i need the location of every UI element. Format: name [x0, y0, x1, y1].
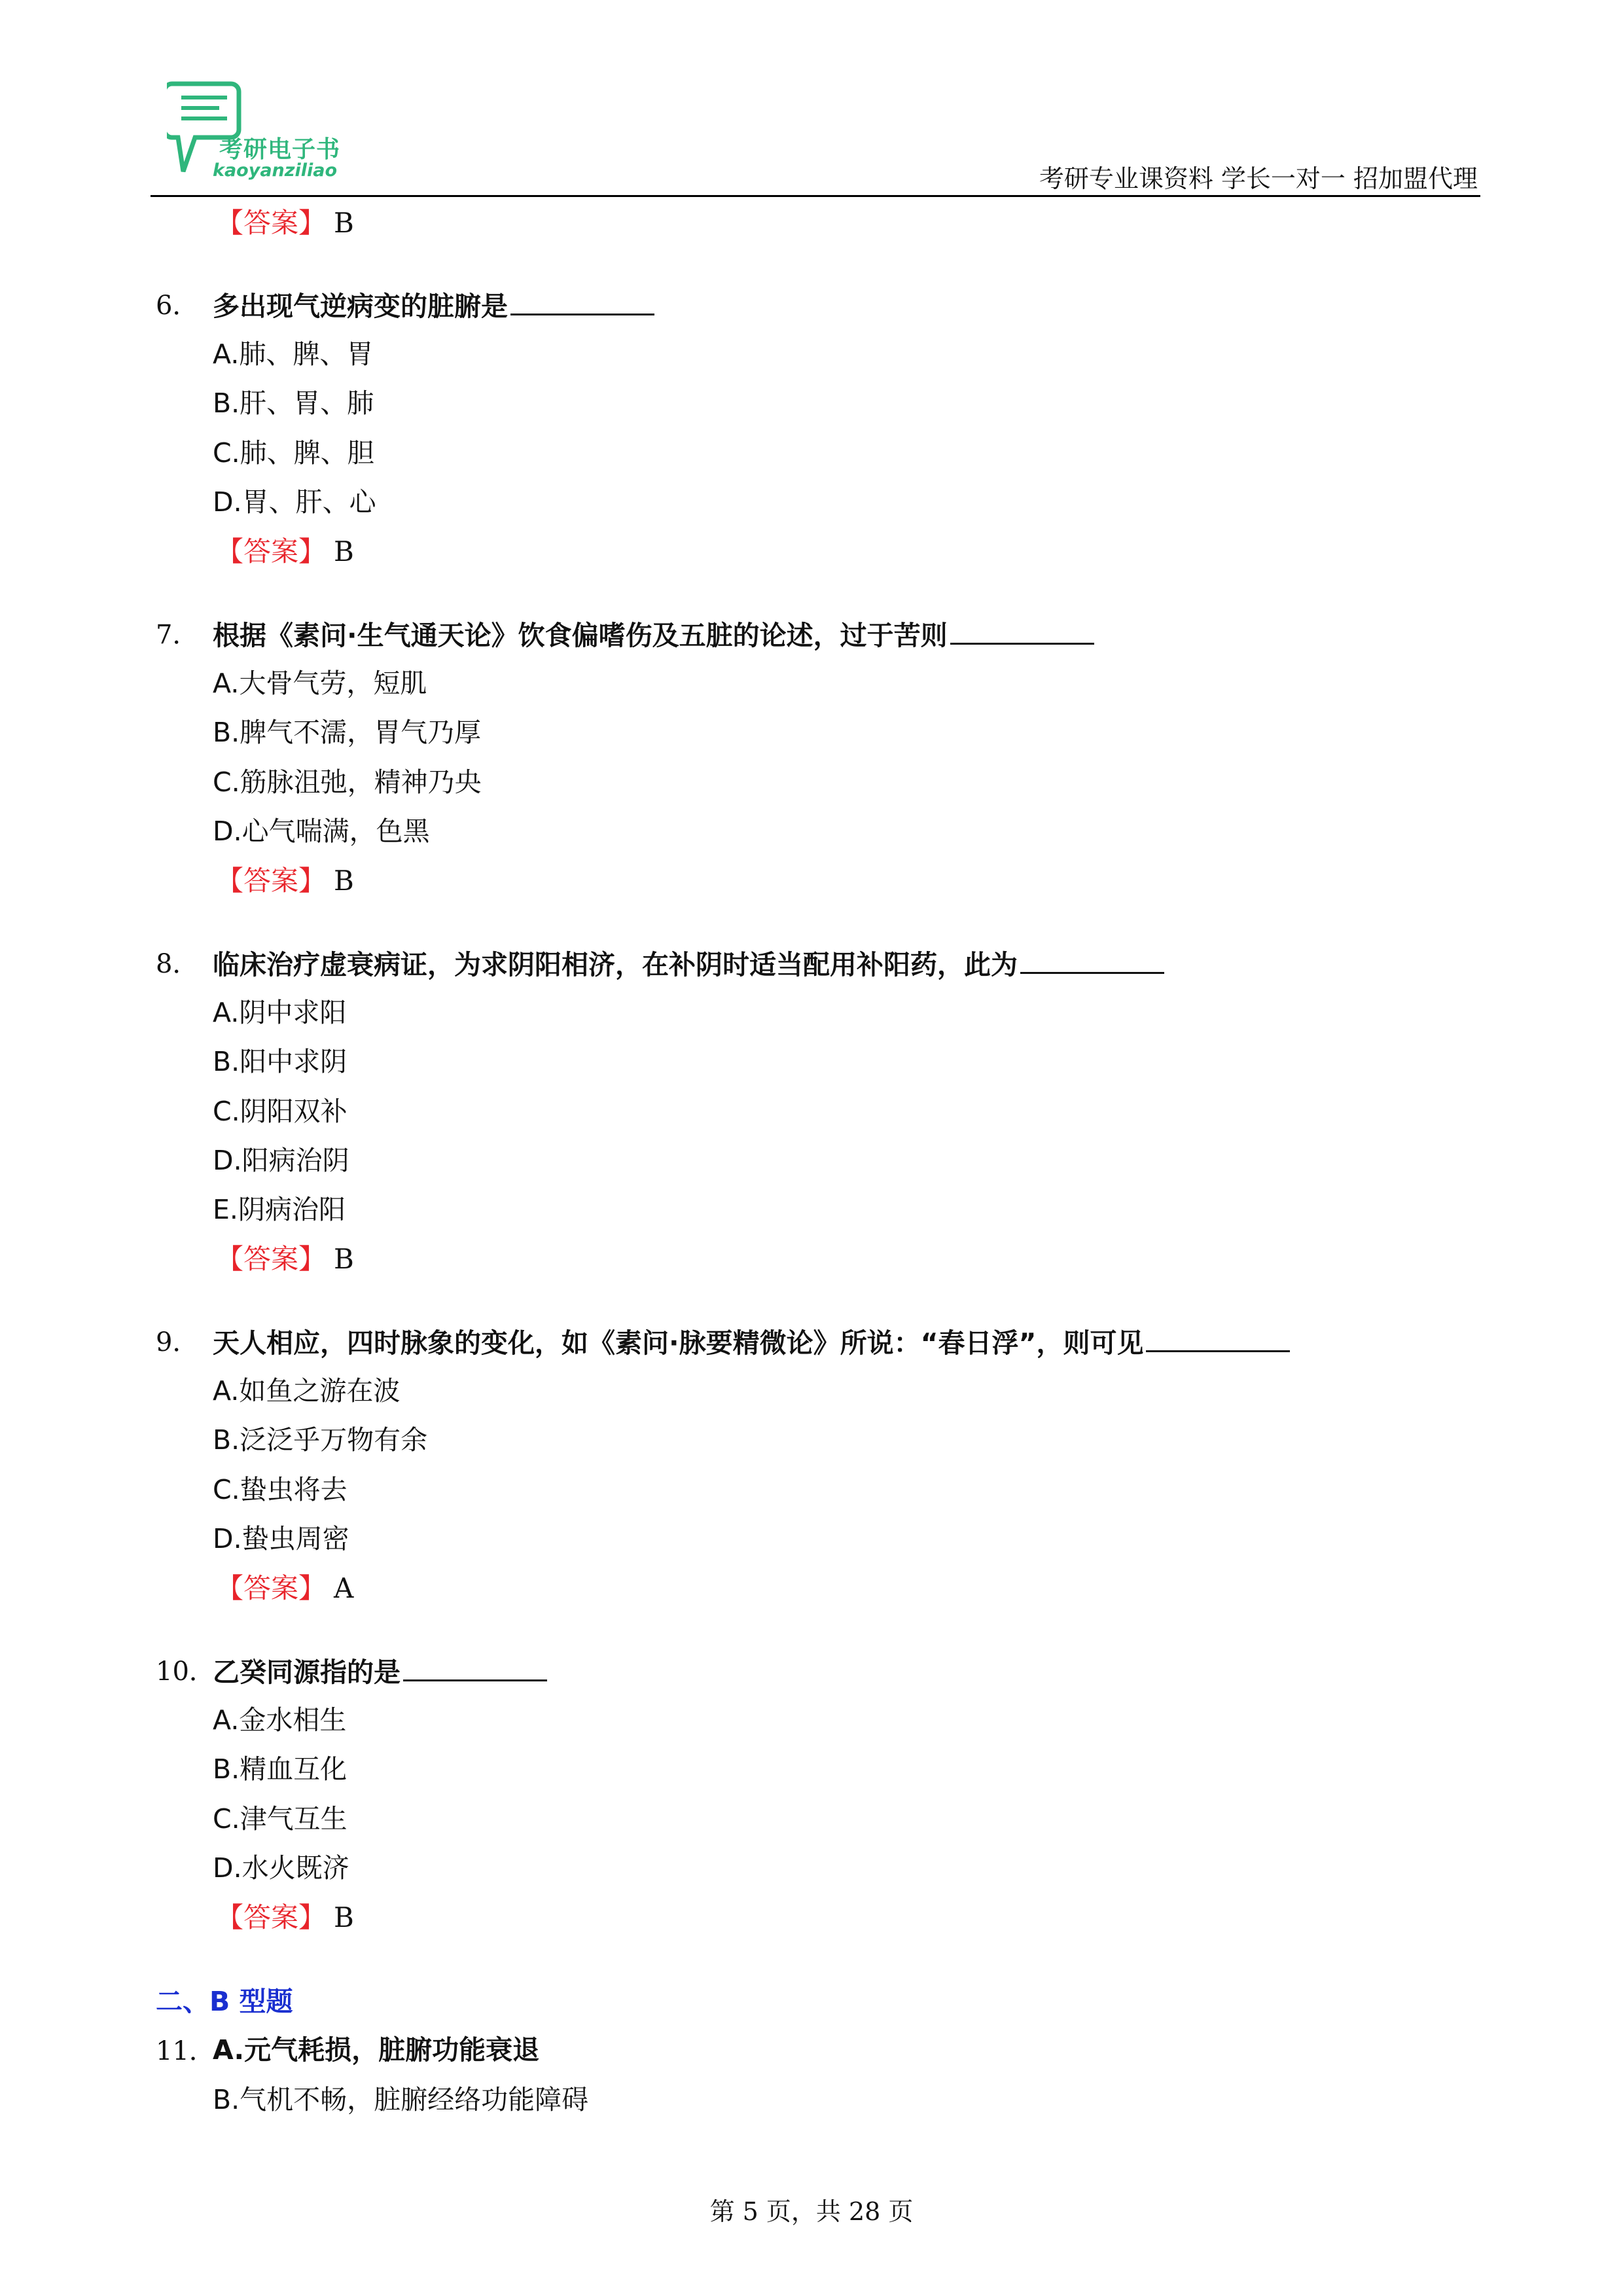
answer-value: B: [334, 1243, 354, 1275]
question-text: [213, 1657, 547, 1686]
answer-value: B: [334, 207, 354, 239]
option: D.胃、肝、心: [213, 486, 376, 518]
option: A.阴中求阳: [213, 997, 347, 1028]
option: C.蛰虫将去: [213, 1474, 348, 1505]
option: E.阴病治阳: [213, 1194, 346, 1225]
answer-label: 【答案】: [216, 1243, 327, 1275]
answer-value: B: [334, 865, 354, 897]
option: A.金水相生: [213, 1704, 347, 1736]
question-text: [213, 1328, 1290, 1357]
answer-label: 【答案】: [216, 207, 327, 239]
option: A.如鱼之游在波: [213, 1375, 401, 1407]
question-text: [213, 620, 1094, 649]
question-number: 9．: [156, 1327, 199, 1357]
question-number: 6．: [156, 291, 199, 321]
answer-value: A: [334, 1572, 354, 1604]
answer-line: [216, 867, 354, 895]
question-stem: 根据《素问·生气通天论》饮食偏嗜伤及五脏的论述，过于苦则: [213, 620, 948, 651]
question-number: 7．: [156, 620, 199, 650]
page-footer: 第 5 页，共 28 页: [709, 2197, 914, 2226]
header-divider: [151, 195, 1480, 197]
answer-line: [216, 209, 354, 237]
option: B.精血互化: [213, 1753, 348, 1785]
logo-text: 考研电子书: [219, 136, 341, 163]
option: D.心气喘满，色黑: [213, 816, 430, 847]
answer-label: 【答案】: [216, 1572, 327, 1604]
answer-line: [216, 1243, 354, 1275]
answer-blank: [1146, 1328, 1290, 1352]
answer-blank: [950, 620, 1094, 645]
question-number: 8．: [156, 949, 199, 979]
question-stem: 多出现气逆病变的脏腑是: [213, 291, 508, 322]
answer-blank: [1020, 950, 1164, 974]
option: C.筋脉沮弛，精神乃央: [213, 766, 482, 798]
question-text: A.元气耗损，脏腑功能衰退: [213, 2034, 540, 2066]
question-stem: 乙癸同源指的是: [213, 1657, 401, 1688]
option: A.大骨气劳，短肌: [213, 668, 427, 699]
question-stem: 临床治疗虚衰病证，为求阴阳相济，在补阴时适当配用补阳药，此为: [213, 949, 1018, 980]
answer-value: B: [334, 1901, 354, 1933]
answer-blank: [403, 1657, 547, 1681]
option: B.脾气不濡，胃气乃厚: [213, 717, 482, 748]
option: C.肺、脾、胆: [213, 437, 374, 469]
question-stem: 天人相应，四时脉象的变化，如《素问·脉要精微论》所说：“春日浮”，则可见: [213, 1327, 1144, 1359]
question-text: [213, 291, 654, 320]
option: B.泛泛乎万物有余: [213, 1424, 428, 1456]
answer-line: [216, 535, 354, 567]
option: D.阳病治阴: [213, 1145, 349, 1176]
option: C.阴阳双补: [213, 1096, 348, 1127]
question-number: 10．: [156, 1657, 215, 1687]
logo-subtitle: kaoyanziliao: [213, 160, 338, 181]
option: B.阳中求阴: [213, 1046, 348, 1077]
question-number: 11．: [156, 2036, 215, 2066]
option: B.气机不畅，脏腑经络功能障碍: [213, 2084, 589, 2115]
answer-line: [216, 1901, 354, 1933]
answer-label: 【答案】: [216, 1901, 327, 1933]
option: A.肺、脾、胃: [213, 338, 374, 370]
answer-blank: [510, 291, 654, 315]
answer-value: B: [334, 535, 354, 567]
question-text: [213, 950, 1164, 978]
option: D.蛰虫周密: [213, 1523, 349, 1554]
header-tagline: 考研专业课资料 学长一对一 招加盟代理: [1039, 164, 1478, 193]
section-title: 二、B 型题: [156, 1986, 293, 2017]
option: C.津气互生: [213, 1803, 348, 1835]
answer-line: [216, 1572, 354, 1604]
option: D.水火既济: [213, 1852, 349, 1884]
option: B.肝、胃、肺: [213, 387, 374, 419]
answer-label: 【答案】: [216, 865, 327, 897]
answer-label: 【答案】: [216, 535, 327, 567]
